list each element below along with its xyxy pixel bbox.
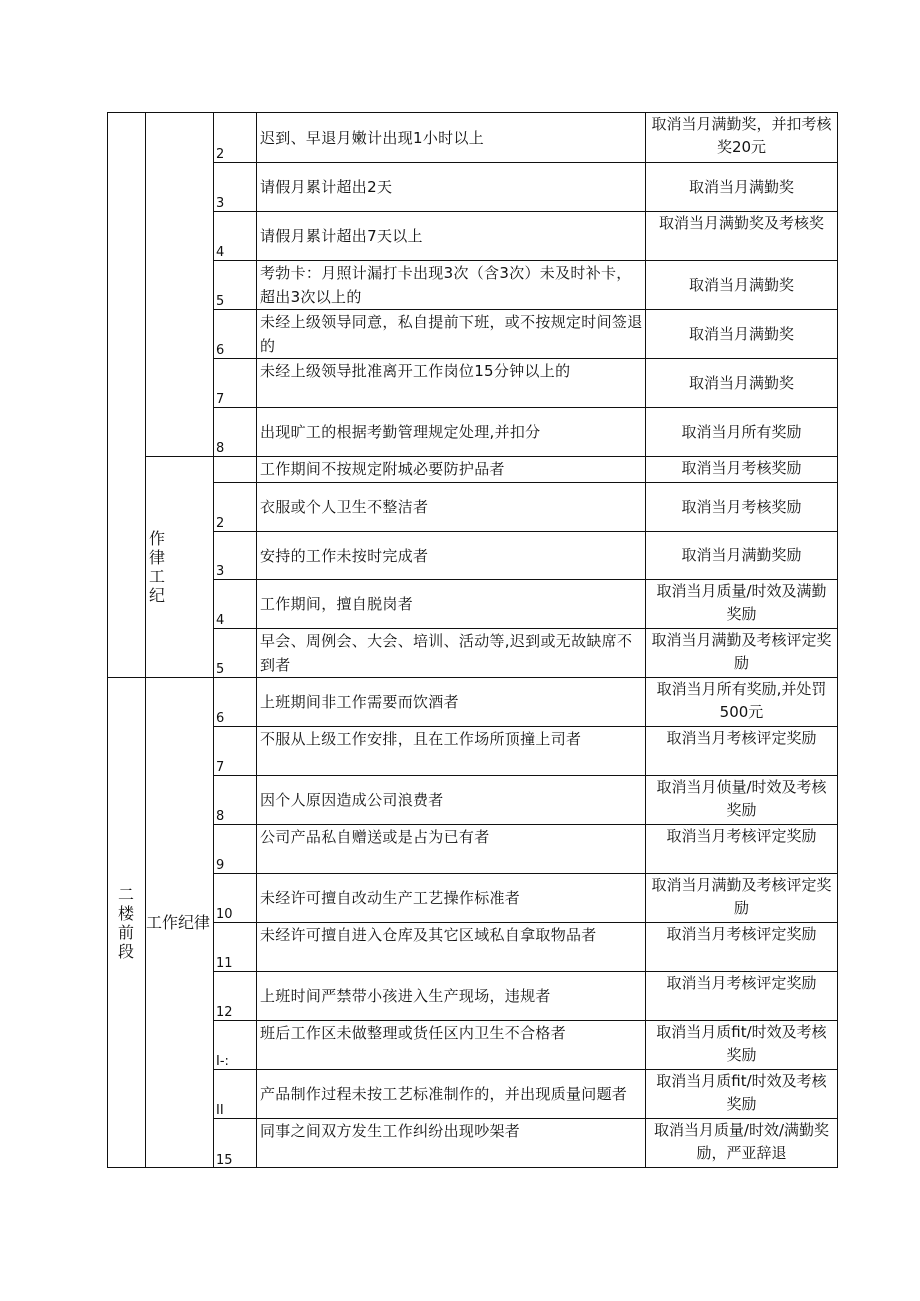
row-description [257, 310, 645, 358]
row-description-text: 请假月累计超出2天 [260, 178, 393, 196]
row-description [257, 261, 645, 309]
row-penalty-text: 取消当月考核评定奖励 [666, 729, 817, 747]
row-description-text: 同事之间双方发生工作纠纷出现吵架者 [260, 1122, 521, 1140]
row-penalty [646, 359, 837, 407]
row-penalty [646, 483, 837, 531]
row-penalty [646, 310, 837, 358]
row-penalty-text: 取消当月满勤奖及考核奖 [658, 214, 824, 232]
row-penalty [646, 825, 837, 873]
row-description [257, 1021, 645, 1069]
row-description-text: 上班时间严禁带小孩进入生产现场，违规者 [260, 987, 551, 1005]
row-number: 12 [216, 1005, 233, 1020]
row-penalty [646, 678, 837, 726]
row-number: 7 [216, 392, 225, 407]
row-penalty-text: 取消当月满勤奖 [688, 177, 794, 196]
row-description [257, 923, 645, 971]
row-description [257, 1119, 645, 1168]
row-penalty [646, 113, 837, 162]
row-penalty [646, 874, 837, 922]
row-description-text: 出现旷工的根据考勤管理规定处理,并扣分 [260, 423, 541, 441]
row-number: 11 [216, 956, 233, 971]
row-number: 6 [216, 711, 225, 726]
row-number: 6 [216, 343, 225, 358]
row-description [257, 457, 645, 482]
row-description-text: 未经许可擅自进入仓库及其它区域私自拿取物品者 [260, 926, 597, 944]
row-penalty-text: 取消当月满勤奖励 [681, 546, 802, 564]
row-description [257, 163, 645, 211]
row-number: 5 [216, 662, 225, 677]
category-label-top [146, 456, 168, 677]
row-penalty [646, 727, 837, 775]
row-penalty-text: 取消当月考核奖励 [681, 459, 802, 477]
row-number: 7 [216, 760, 225, 775]
row-penalty [646, 532, 837, 579]
row-description [257, 727, 645, 775]
row-description-text: 产品制作过程未按工艺标准制作的，并出现质量问题者 [260, 1085, 628, 1103]
row-description-text: 迟到、早退月嫩计出现1小时以上 [260, 128, 485, 147]
row-number: 3 [216, 564, 225, 579]
category-cell-top [145, 112, 213, 456]
row-number: 4 [216, 245, 225, 260]
row-description-text: 未经许可擅自改动生产工艺操作标准者 [260, 889, 521, 907]
row-description [257, 212, 645, 260]
row-number: II [216, 1103, 224, 1118]
row-description-text: 上班期间非工作需要而饮酒者 [260, 693, 459, 711]
row-number: 2 [216, 147, 225, 162]
row-description-text: 衣服或个人卫生不整洁者 [260, 498, 429, 516]
row-penalty-text: 取消当月满勤奖 [688, 324, 794, 343]
row-number: 8 [216, 441, 225, 456]
row-penalty-text: 取消当月侦量/时效及考核奖励 [656, 778, 827, 819]
row-number: I-: [216, 1054, 229, 1069]
row-description-text: 安持的工作未按时完成者 [260, 546, 429, 565]
row-penalty [646, 1021, 837, 1069]
row-description-text: 因个人原因造成公司浪费者 [260, 791, 444, 809]
row-description [257, 359, 645, 407]
row-description-text: 公司产品私自赠送或是占为已有者 [260, 828, 490, 846]
row-penalty-text: 取消当月满勤及考核评定奖励 [651, 631, 832, 672]
row-description [257, 776, 645, 824]
row-penalty-text: 取消当月考核评定奖励 [666, 974, 817, 992]
row-description [257, 1070, 645, 1118]
row-penalty-text: 取消当月质fit/时效及考核奖励 [656, 1072, 827, 1113]
row-description [257, 113, 645, 162]
row-penalty-text: 取消当月所有奖励,并处罚500元 [656, 680, 827, 721]
row-description-text: 请假月累计超出7天以上 [260, 227, 423, 245]
table-border-right [837, 112, 838, 1168]
rules-table [107, 112, 838, 1168]
row-description [257, 408, 645, 456]
row-penalty [646, 457, 837, 482]
row-description-text: 未经上级领导批准离开工作岗位15分钟以上的 [260, 362, 571, 380]
row-description [257, 532, 645, 579]
row-description [257, 629, 645, 677]
row-number [214, 457, 256, 482]
row-description-text: 考勃卡：月照计漏打卡出现3次（含3次）未及时补卡，超出3次以上的 [260, 264, 632, 306]
row-penalty-text: 取消当月所有奖励 [681, 422, 802, 441]
row-penalty [646, 212, 837, 260]
row-number: 15 [216, 1153, 233, 1168]
category-label-top-text: 作律工纪 [148, 528, 165, 605]
row-number: 4 [216, 613, 225, 628]
row-penalty-text: 取消当月质量/时效/满勤奖励，严亚辞退 [653, 1121, 830, 1162]
row-description [257, 678, 645, 726]
row-description-text: 不服从上级工作安排，且在工作场所顶撞上司者 [260, 730, 582, 748]
row-penalty-text: 取消当月质fit/时效及考核奖励 [656, 1023, 827, 1064]
row-description-text: 未经上级领导同意，私自提前下班，或不按规定时间签退的 [260, 313, 643, 355]
row-number: 2 [216, 516, 225, 531]
row-penalty [646, 1119, 837, 1168]
row-penalty [646, 580, 837, 628]
row-penalty [646, 629, 837, 677]
row-description-text: 工作期间，擅自脱岗者 [260, 595, 414, 613]
row-penalty-text: 取消当月满勤奖 [688, 275, 794, 294]
row-description-text: 工作期间不按规定附城必要防护品者 [260, 460, 505, 478]
section-label [116, 677, 136, 1168]
row-penalty-text: 取消当月满勤及考核评定奖励 [651, 876, 832, 917]
category-label-bottom [146, 677, 213, 1168]
row-penalty [646, 923, 837, 971]
row-number: 5 [216, 294, 225, 309]
row-penalty [646, 972, 837, 1020]
row-penalty-text: 取消当月满勤奖，并扣考核奖20元 [651, 115, 832, 156]
row-number: 10 [216, 907, 233, 922]
row-penalty-text: 取消当月考核评定奖励 [666, 827, 817, 845]
row-description-text: 早会、周例会、大会、培训、活动等,迟到或无故缺席不到者 [260, 632, 633, 674]
row-penalty [646, 408, 837, 456]
category-label-bottom-text: 工作纪律 [146, 912, 211, 932]
row-description [257, 825, 645, 873]
row-number: 9 [216, 858, 225, 873]
section-label-text: 二楼前段 [117, 884, 134, 961]
row-number: 3 [216, 196, 225, 211]
row-penalty [646, 1070, 837, 1118]
row-number: 8 [216, 809, 225, 824]
row-penalty [646, 261, 837, 309]
section-cell-top [107, 112, 145, 677]
row-penalty [646, 163, 837, 211]
row-penalty-text: 取消当月考核评定奖励 [666, 925, 817, 943]
row-description [257, 972, 645, 1020]
row-description [257, 580, 645, 628]
row-penalty-text: 取消当月满勤奖 [688, 373, 794, 392]
row-description-text: 班后工作区未做整理或货任区内卫生不合格者 [260, 1024, 567, 1042]
row-description [257, 483, 645, 531]
row-penalty-text: 取消当月考核奖励 [681, 497, 802, 516]
row-penalty [646, 776, 837, 824]
row-penalty-text: 取消当月质量/时效及满勤奖励 [656, 582, 827, 623]
row-description [257, 874, 645, 922]
